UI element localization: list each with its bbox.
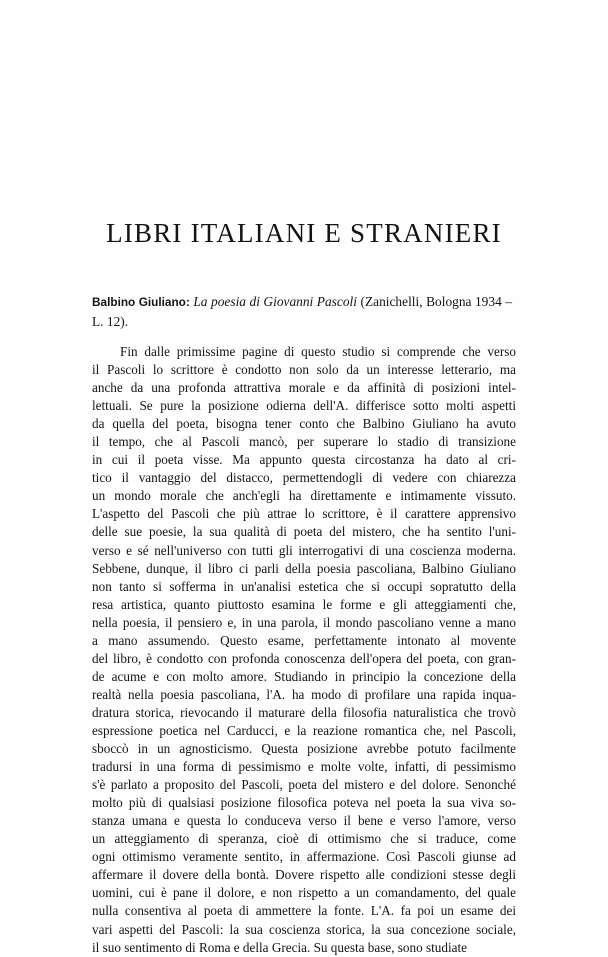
book-citation bbox=[92, 292, 512, 332]
body-line: vari aspetti del Pascoli: la sua coscienza storica, la sua concezione sociale, bbox=[92, 921, 516, 937]
body-line: il Pascoli lo scrittore è condotto non solo da un interesse letterario, ma bbox=[92, 362, 516, 378]
body-line: de acume e con molto amore. Studiando in principio la concezione della bbox=[92, 668, 516, 684]
body-line: Fin dalle primissime pagine di questo studio si comprende che verso bbox=[120, 344, 516, 359]
body-line: sboccò in un agnosticismo. Questa posizione avrebbe potuto facilmente bbox=[92, 741, 516, 757]
body-line: s'è parlato a proposito del Pascoli, poeta del mistero e del dolore. Senonché bbox=[92, 777, 516, 793]
body-line: tradursi in una forma di pessimismo e molte volte, infatti, di pessimismo bbox=[92, 759, 516, 775]
body-line: Sebbene, dunque, il libro ci parli della poesia pascoliana, Balbino Giuliano bbox=[92, 560, 516, 576]
review-body bbox=[92, 343, 516, 957]
body-line: uomini, cui è pane il dolore, e non rispetto a un comandamento, del quale bbox=[92, 885, 516, 901]
body-line: affermare il dovere della bontà. Dovere rispetto alle condizioni stesse degli bbox=[92, 867, 516, 883]
section-heading: LIBRI ITALIANI E STRANIERI bbox=[106, 218, 502, 248]
body-line: delle sue poesie, la sua qualità di poeta del mistero, che ha sentito l'uni- bbox=[92, 524, 516, 540]
body-line: dratura storica, rievocando il maturare della filosofia naturalistica che trovò bbox=[92, 704, 516, 720]
body-line: ogni ottimismo veramente sentito, in affermazione. Così Pascoli giunse ad bbox=[92, 849, 516, 865]
body-line: L'aspetto del Pascoli che più attrae lo scrittore, è il carattere apprensivo bbox=[92, 506, 516, 522]
body-line: in cui il poeta visse. Ma appunto questa circostanza ha dato al cri- bbox=[92, 452, 516, 468]
body-line: verso e sé nell'universo con tutti gli interrogativi di una coscienza moderna. bbox=[92, 542, 516, 558]
body-line: stanza umana e questa lo conduceva verso il bene e verso l'amore, verso bbox=[92, 813, 516, 829]
body-line: il suo sentimento di Roma e della Grecia. Su questa base, sono studiate bbox=[92, 939, 468, 955]
citation-title: La poesia di Giovanni Pascoli bbox=[193, 294, 357, 309]
body-line: molto più di qualsiasi posizione filosofica poteva nel poeta la sua viva so- bbox=[92, 795, 516, 811]
body-line: non tanto si sofferma in un'analisi estetica che si occupi sopratutto della bbox=[92, 578, 516, 594]
body-line: nulla consentiva al poeta di ammettere la fonte. L'A. fa poi un esame dei bbox=[92, 903, 516, 919]
body-line: un mondo morale che anch'egli ha direttamente e intimamente vissuto. bbox=[92, 488, 516, 504]
body-line: del libro, è condotto con profonda conoscenza dell'opera del poeta, con gran- bbox=[92, 650, 516, 666]
body-line: da quella del poeta, bisogna tener conto che Balbino Giuliano ha avuto bbox=[92, 416, 516, 432]
body-line: realtà nella poesia pascoliana, l'A. ha modo di profilare una rapida inqua- bbox=[92, 686, 516, 702]
citation-publication: (Zanichelli, Bologna 1934 – L. 12). bbox=[92, 294, 512, 329]
body-line: lettuali. Se pure la posizione odierna dell'A. differisce sotto molti aspetti bbox=[92, 398, 516, 414]
body-line: tico il vantaggio del distacco, permettendogli di vedere con chiarezza bbox=[92, 470, 516, 486]
body-line: espressione poetica nel Carducci, e la reazione romantica che, nel Pascoli, bbox=[92, 722, 516, 738]
body-line: resa artistica, quanto piuttosto esamina le forme e gli atteggiamenti che, bbox=[92, 596, 516, 612]
body-line: un atteggiamento di speranza, cioè di ottimismo che si traduce, come bbox=[92, 831, 516, 847]
body-line: a mano assumendo. Questo esame, perfettamente intonato al movente bbox=[92, 632, 516, 648]
body-line: il tempo, che al Pascoli mancò, per superare lo stadio di transizione bbox=[92, 434, 516, 450]
citation-author: Balbino Giuliano: bbox=[92, 295, 190, 309]
body-line: anche da una profonda attrattiva morale e da affinità di posizioni intel- bbox=[92, 380, 516, 396]
body-line: nella poesia, il pensiero e, in una parola, il mondo pascoliano venne a mano bbox=[92, 614, 516, 630]
